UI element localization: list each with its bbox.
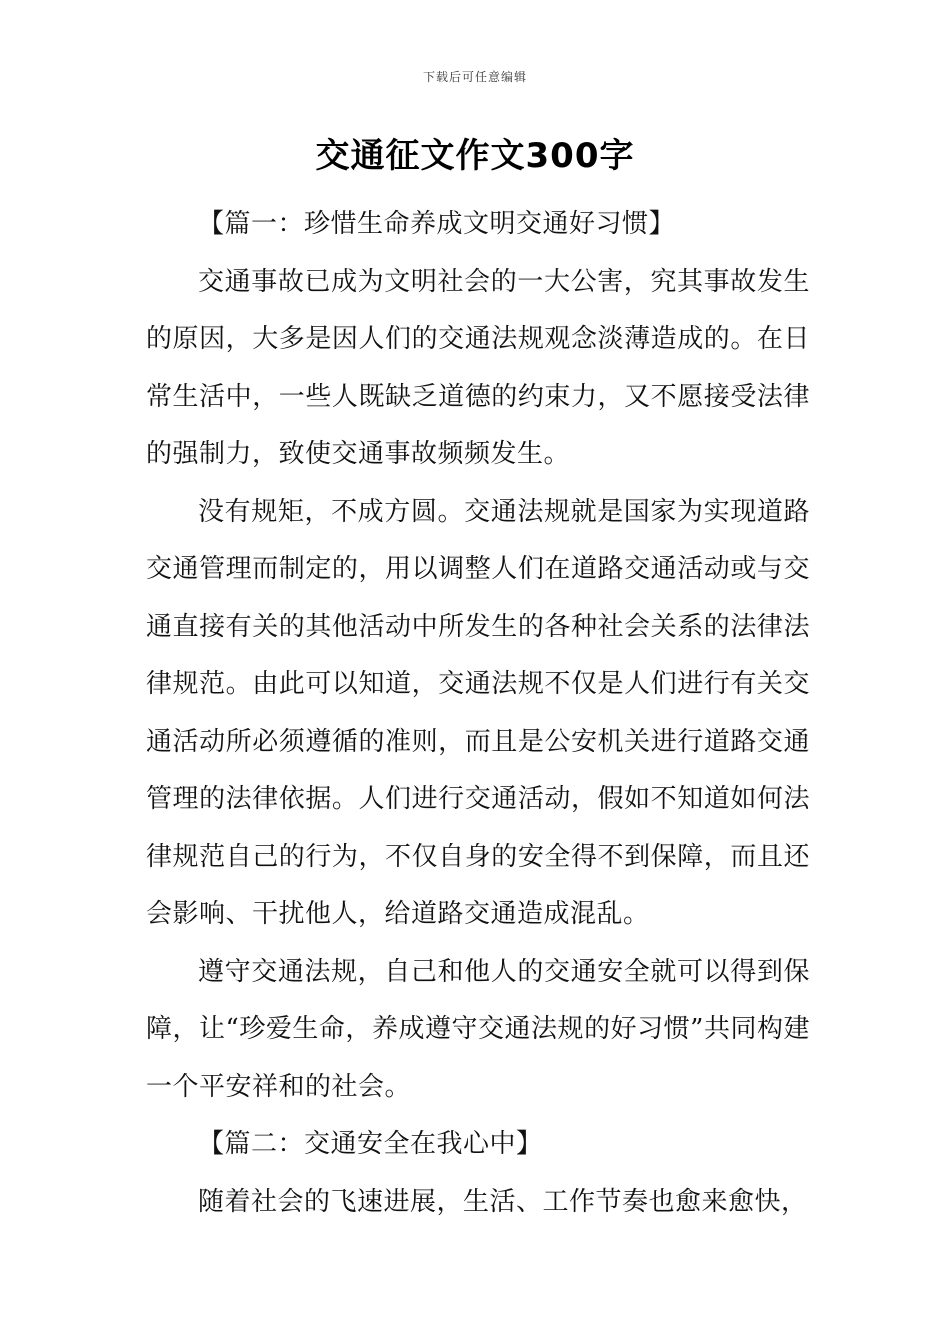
paragraph: 没有规矩，不成方圆。交通法规就是国家为实现道路交通管理而制定的，用以调整人们在道路交通活动或与交通直接有关的其他活动中所发生的各种社会关系的法律法律规范。由此可以知道，交通法规不仅是人们进行有关交通活动所必须遵循的准则，而且是公安机关进行道路交通管理的法律依据。人们进行交通活动，假如不知道如何法律规范自己的行为，不仅自身的安全得不到保障，而且还会影响、干扰他人，给道路交通造成混乱。 [146,496,810,929]
section-heading-1: 【篇一：珍惜生命养成文明交通好习惯】 [198,209,676,239]
paragraph: 遵守交通法规，自己和他人的交通安全就可以得到保障，让“珍爱生命，养成遵守交通法规的好习惯”共同构建一个平安祥和的社会。 [146,956,810,1102]
header-note: 下载后可任意编辑 [422,70,527,84]
document-body [146,196,810,1231]
paragraph: 随着社会的飞速进展，生活、工作节奏也愈来愈快， [198,1186,808,1217]
paragraph: 交通事故已成为文明社会的一大公害，究其事故发生的原因，大多是因人们的交通法规观念淡薄造成的。在日常生活中，一些人既缺乏道德的约束力，又不愿接受法律的强制力，致使交通事故频频发生。 [146,266,810,469]
document-title: 交通征文作文300字 [315,136,635,176]
section-heading-2: 【篇二：交通安全在我心中】 [198,1129,543,1159]
